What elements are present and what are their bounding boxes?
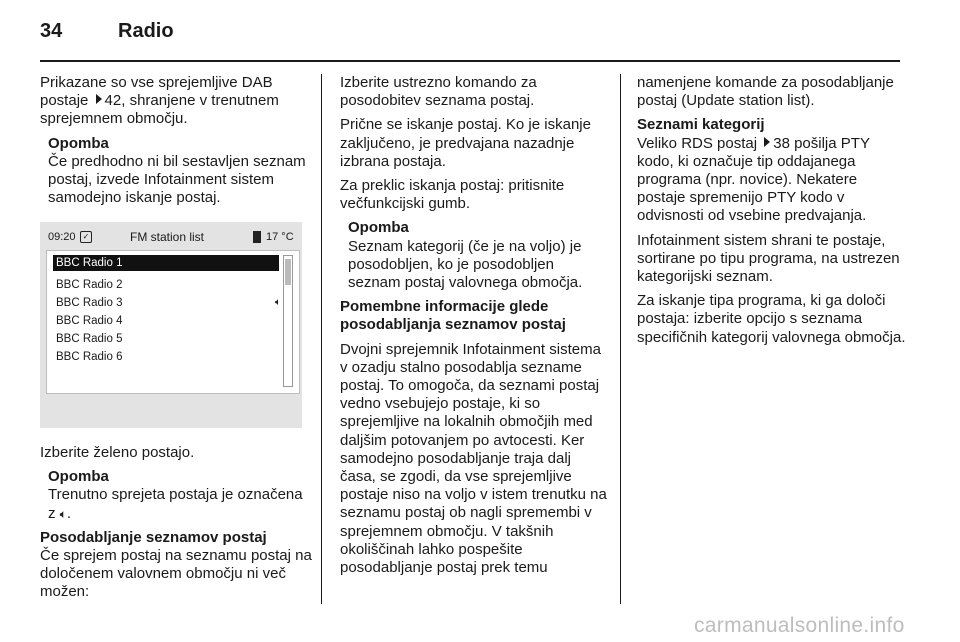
- subheading: Seznami kategorij: [637, 116, 765, 134]
- column-3: [637, 74, 907, 353]
- paragraph: namenjene komande za posodabljanje postaj (Update station list).: [637, 74, 894, 110]
- page-number: 34: [40, 20, 63, 42]
- note-text: Trenutno sprejeta postaja je označena z 🔈︎.: [48, 486, 303, 522]
- paragraph: Za iskanje tipa programa, ki ga določi postaja: izberite opcijo s seznama specifičnih kategorij valovnega območja.: [637, 292, 906, 346]
- paragraph: Za preklic iskanja postaj: pritisnite večfunkcijski gumb.: [340, 177, 565, 213]
- note-text: Če predhodno ni bil sestavljen seznam postaj, izvede Infotainment sistem samodejno iskanje postaj.: [48, 152, 306, 207]
- list-item[interactable]: BBC Radio 4: [56, 315, 123, 327]
- subheading: Posodabljanje seznamov postaj: [40, 528, 267, 546]
- note-box: [340, 219, 608, 292]
- speaker-icon: 🔈︎: [59, 506, 67, 521]
- column-divider: [620, 74, 621, 604]
- section-title: Radio: [118, 20, 174, 42]
- column-2: [340, 74, 608, 583]
- column-1-lower: [40, 444, 312, 608]
- reference-arrow-icon: [764, 137, 770, 147]
- subheading: Pomembne informacije glede posodabljanja seznamov postaj: [340, 298, 566, 334]
- list-item[interactable]: BBC Radio 6: [56, 351, 123, 363]
- column-divider: [321, 74, 322, 604]
- paragraph: Veliko RDS postaj 38 pošilja PTY kodo, ki označuje tip oddajanega programa (npr. novice). Nekatere postaje spremenijo PTY kodo v odvisnosti od vsebine predvajanja.: [637, 134, 870, 225]
- list-item[interactable]: BBC Radio 2: [56, 279, 123, 291]
- rds-icon: ✓: [80, 231, 92, 243]
- list-item[interactable]: BBC Radio 1: [53, 255, 279, 271]
- paragraph: Izberite želeno postajo.: [40, 444, 195, 461]
- scrollbar-thumb[interactable]: [285, 259, 291, 285]
- list-item[interactable]: BBC Radio 3 🔈︎: [56, 297, 281, 309]
- note-title: Opomba: [48, 134, 109, 152]
- list-item[interactable]: BBC Radio 5: [56, 333, 123, 345]
- screen-title: FM station list: [130, 230, 205, 244]
- phone-icon: [253, 231, 261, 243]
- paragraph: Dvojni sprejemnik Infotainment sistema v ozadju stalno posodablja sezname postaj. To omogoča, da seznami postaj vedno vsebujejo postaje, ki so sprejemljive na lokalnih območjih med daljšim potovanjem po avtocesti. Ker samodejno posodabljanje traja dalj časa, se zgodi, da vse sprejemljive postaje niso na voljo v istem trenutku na seznamu postaj ob nagli spremembi v sprejemnem območju. V takšnih okoliščinah lahko pospešite posodabljanje postaj prek temu: [340, 340, 607, 577]
- status-bar: [46, 228, 298, 248]
- scrollbar[interactable]: [283, 255, 293, 387]
- paragraph: Prikazane so vse sprejemljive DAB postaje 42, shranjene v trenutnem sprejemnem območju.: [40, 74, 279, 128]
- paragraph: Prične se iskanje postaj. Ko je iskanje zaključeno, je predvajana nazadnje izbrana postaja.: [340, 116, 591, 170]
- paragraph: Če sprejem postaj na seznamu postaj na določenem valovnem območju ni več možen:: [40, 547, 312, 601]
- note-box: [40, 135, 312, 208]
- note-text: Seznam kategorij (če je na voljo) je posodobljen, ko je posodobljen seznam postaj valovnega območja.: [348, 237, 583, 292]
- temperature: 17 °C: [266, 231, 294, 243]
- note-box: [40, 468, 312, 523]
- note-title: Opomba: [348, 219, 409, 237]
- station-list: [46, 250, 300, 394]
- note-title: Opomba: [48, 468, 109, 486]
- speaker-icon: 🔈︎: [275, 297, 281, 308]
- reference-arrow-icon: [96, 94, 102, 104]
- watermark: carmanualsonline.info: [694, 614, 905, 637]
- column-1: [40, 74, 312, 213]
- clock: 09:20: [48, 231, 76, 243]
- paragraph: Infotainment sistem shrani te postaje, sortirane po tipu programa, na ustrezen kategorijski seznam.: [637, 231, 900, 286]
- screen-figure: [40, 222, 302, 428]
- paragraph: Izberite ustrezno komando za posodobitev seznama postaj.: [340, 74, 537, 110]
- header-rule: [40, 60, 900, 62]
